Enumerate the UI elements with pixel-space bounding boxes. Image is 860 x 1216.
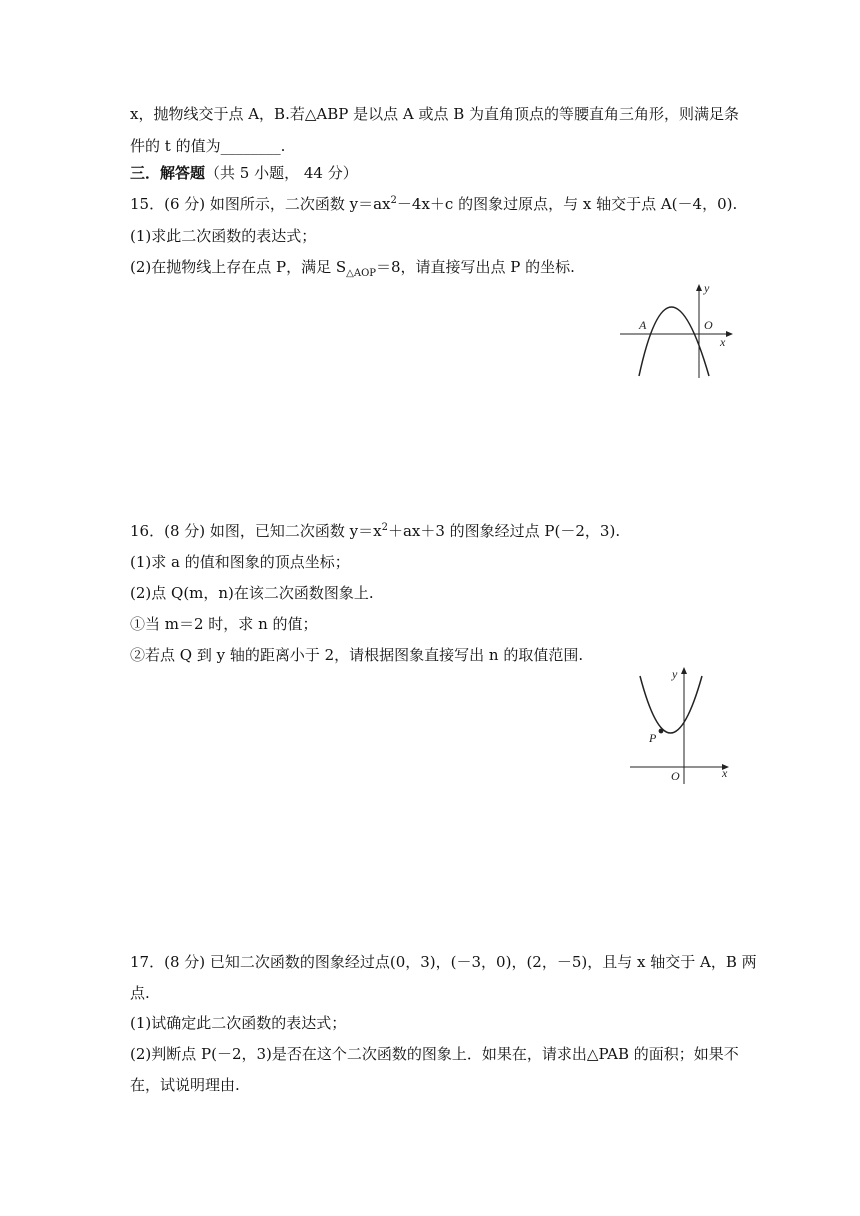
q16-y-arrow	[681, 667, 687, 674]
q16-stem	[130, 521, 620, 541]
section-heading	[130, 163, 358, 183]
section-title: 三．解答题	[130, 164, 206, 182]
q15-part-2	[130, 257, 575, 277]
q15-x-arrow	[726, 331, 733, 337]
q16-parabola-figure	[626, 664, 736, 786]
q15-stem-sup: 2	[390, 195, 397, 206]
q15-y-arrow	[696, 284, 702, 291]
q16-part-2: (2)点 Q(m，n)在该二次函数图象上.	[130, 584, 374, 602]
q15-stem-a: 15．(6 分) 如图所示，二次函数 y＝ax	[130, 195, 391, 213]
q17-line-1: 17．(8 分) 已知二次函数的图象经过点(0，3)，(－3，0)，(2，－5)，且与 x 轴交于 A，B 两	[130, 953, 757, 971]
q15-label-A: A	[639, 318, 647, 332]
q15-label-O: O	[704, 318, 713, 332]
q16-label-y: y	[672, 667, 678, 681]
q15-part2-sub: △AOP	[346, 268, 376, 279]
q15-part2-b: ＝8，请直接写出点 P 的坐标.	[376, 258, 575, 276]
q16-sub-1: ①当 m＝2 时，求 n 的值；	[130, 615, 318, 633]
q17-part-2-line-2: 在，试说明理由.	[130, 1076, 240, 1094]
q14-line-1: x，抛物线交于点 A，B.若△ABP 是以点 A 或点 B 为直角顶点的等腰直角三角形，则满足条	[130, 105, 740, 123]
q17-part-1: (1)试确定此二次函数的表达式；	[130, 1014, 347, 1032]
q17-part-2-line-1: (2)判断点 P(－2，3)是否在这个二次函数的图象上．如果在，请求出△PAB 的面积；如果不	[130, 1045, 739, 1063]
q15-label-x: x	[720, 335, 726, 349]
q14-line-2: 件的 t 的值为________.	[130, 137, 286, 155]
q15-part2-a: (2)在抛物线上存在点 P，满足 S	[130, 258, 347, 276]
q16-stem-sup: 2	[381, 522, 388, 533]
q16-stem-b: ＋ax＋3 的图象经过点 P(－2，3).	[387, 522, 621, 540]
section-note: （共 5 小题， 44 分）	[205, 164, 358, 182]
q15-label-y: y	[704, 281, 710, 295]
q15-part-1: (1)求此二次函数的表达式；	[130, 227, 317, 245]
q16-stem-a: 16．(8 分) 如图，已知二次函数 y＝x	[130, 522, 382, 540]
q16-label-P: P	[649, 731, 657, 745]
q15-parabola-figure	[615, 280, 740, 380]
q16-sub-2: ②若点 Q 到 y 轴的距离小于 2，请根据图象直接写出 n 的取值范围.	[130, 646, 584, 664]
q16-label-O: O	[671, 769, 680, 783]
q16-part-1: (1)求 a 的值和图象的顶点坐标；	[130, 553, 350, 571]
q16-parabola-curve	[640, 676, 702, 733]
q15-stem-b: －4x＋c 的图象过原点，与 x 轴交于点 A(－4，0).	[396, 195, 738, 213]
q16-label-x: x	[722, 766, 728, 780]
q17-line-2: 点.	[130, 984, 150, 1002]
q16-point-p	[659, 729, 664, 734]
q15-stem	[130, 194, 737, 214]
